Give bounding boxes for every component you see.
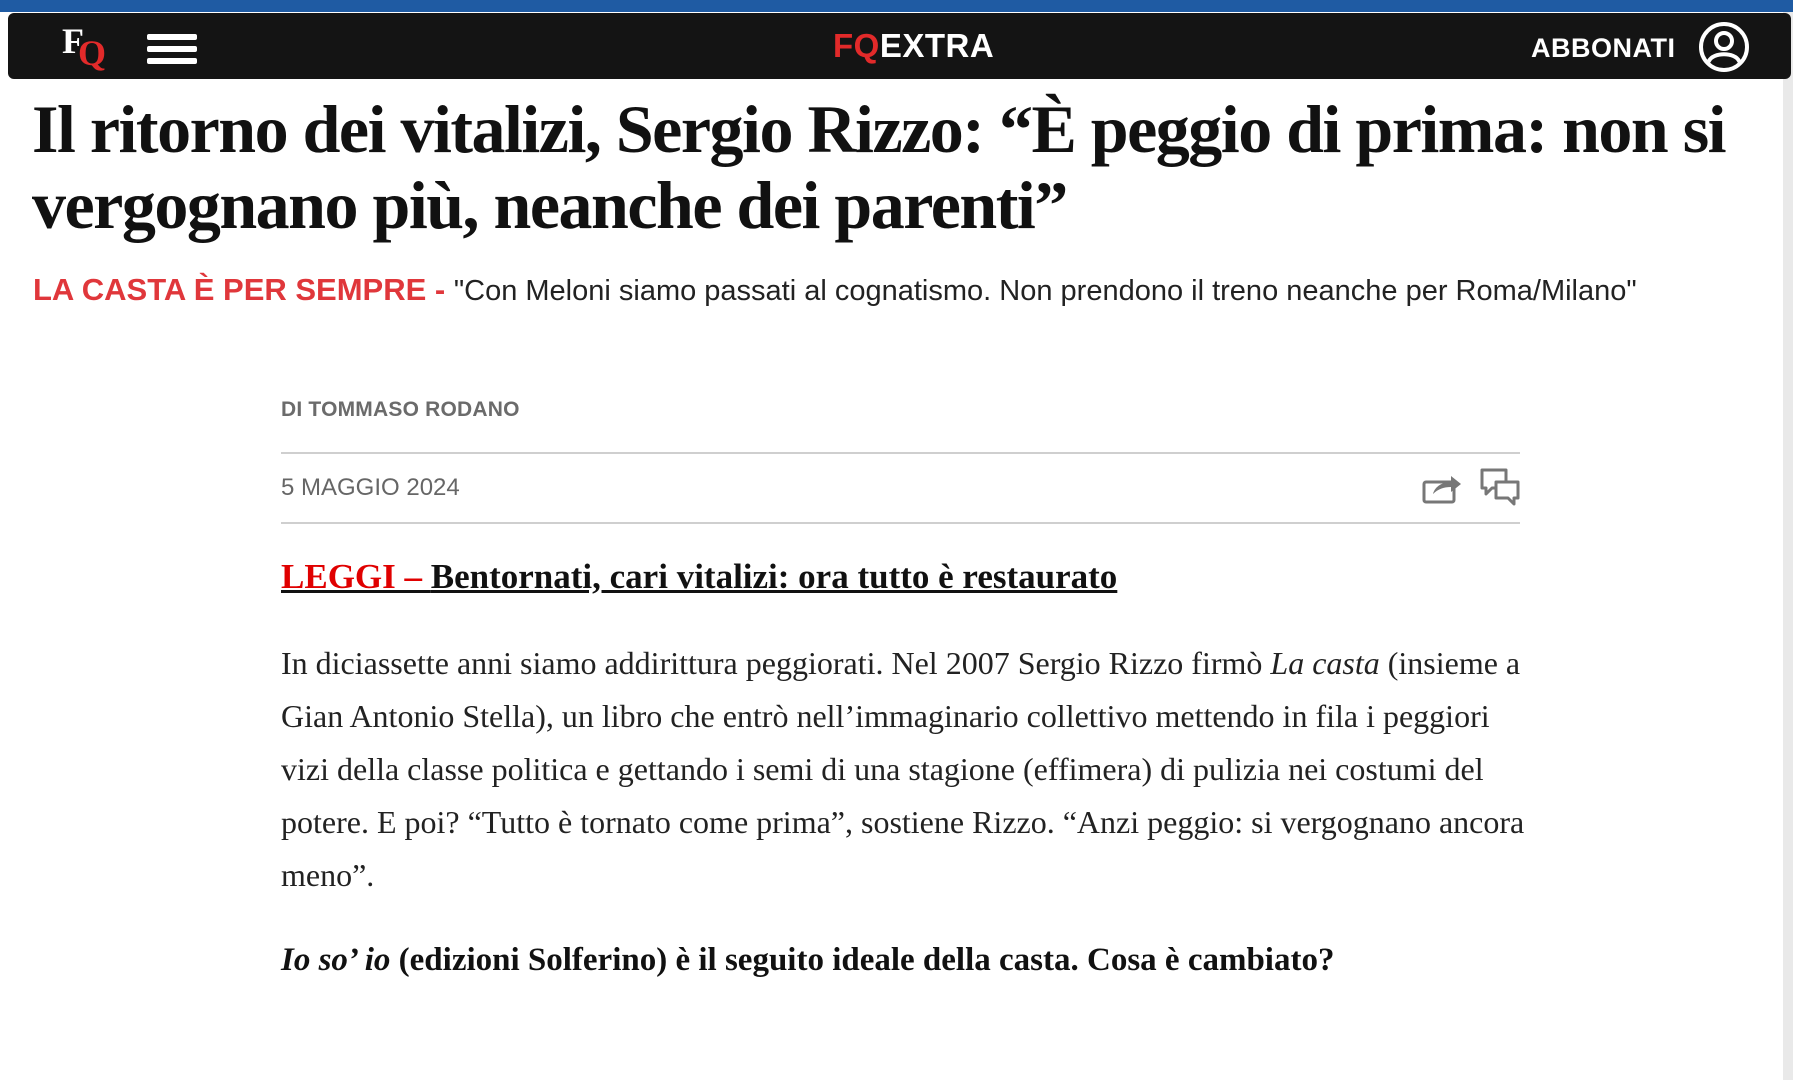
related-article-link[interactable] [281,556,1117,598]
hamburger-line [147,58,197,64]
fq-logo-icon [58,19,118,75]
paragraph-text: In diciassette anni siamo addirittura peggiorati. Nel 2007 Sergio Rizzo firmò [281,645,1271,681]
book-title: La casta [1270,645,1380,681]
site-navbar [8,13,1791,79]
question-text: (edizioni Solferino) è il seguito ideale della casta. Cosa è cambiato? [390,942,1335,978]
brand-fq: FQ [833,27,880,64]
scrollbar-track[interactable] [1783,12,1793,1080]
meta-divider-top [281,452,1520,454]
related-prefix: LEGGI – [281,557,431,596]
article-date: 5 MAGGIO 2024 [281,474,460,501]
article-headline: Il ritorno dei vitalizi, Sergio Rizzo: “È peggio di prima: non si vergognano più, neanche dei parenti” [32,91,1726,243]
fq-logo[interactable] [58,19,118,75]
book-title: Io so’ io [281,942,391,978]
interview-question [281,934,1531,987]
svg-text:F: F [62,21,84,61]
subscribe-button[interactable]: ABBONATI [1531,33,1676,63]
hamburger-line [147,46,197,52]
article-paragraph [281,637,1531,902]
hamburger-menu-icon[interactable] [147,30,199,68]
article-standfirst: "Con Meloni siamo passati al cognatismo. Non prendono il treno neanche per Roma/Milano" [453,275,1637,307]
paragraph-text: (insieme a Gian Antonio Stella), un libro che entrò nell’immaginario collettivo mettendo in fila i peggiori vizi della classe politica e gettando i semi di una stagione (effimera) di pulizia nei costumi del potere. E poi? “Tutto è tornato come prima”, sostiene Rizzo. “Anzi peggio: si vergognano ancora meno”. [281,645,1525,893]
article-kicker[interactable]: LA CASTA È PER SEMPRE - [33,272,454,307]
meta-divider-bottom [281,522,1520,524]
article-byline[interactable]: DI TOMMASO RODANO [281,398,520,421]
related-title: Bentornati, cari vitalizi: ora tutto è restaurato [430,557,1118,596]
hamburger-line [147,34,197,40]
brand-extra: EXTRA [879,27,995,64]
article-subhead [33,272,1753,309]
browser-top-stripe [0,0,1793,12]
svg-text:Q: Q [78,33,107,73]
fq-extra-brand[interactable] [833,26,994,66]
user-account-icon[interactable] [1698,21,1750,73]
share-icon[interactable] [1421,470,1463,506]
comments-icon[interactable] [1478,466,1522,508]
